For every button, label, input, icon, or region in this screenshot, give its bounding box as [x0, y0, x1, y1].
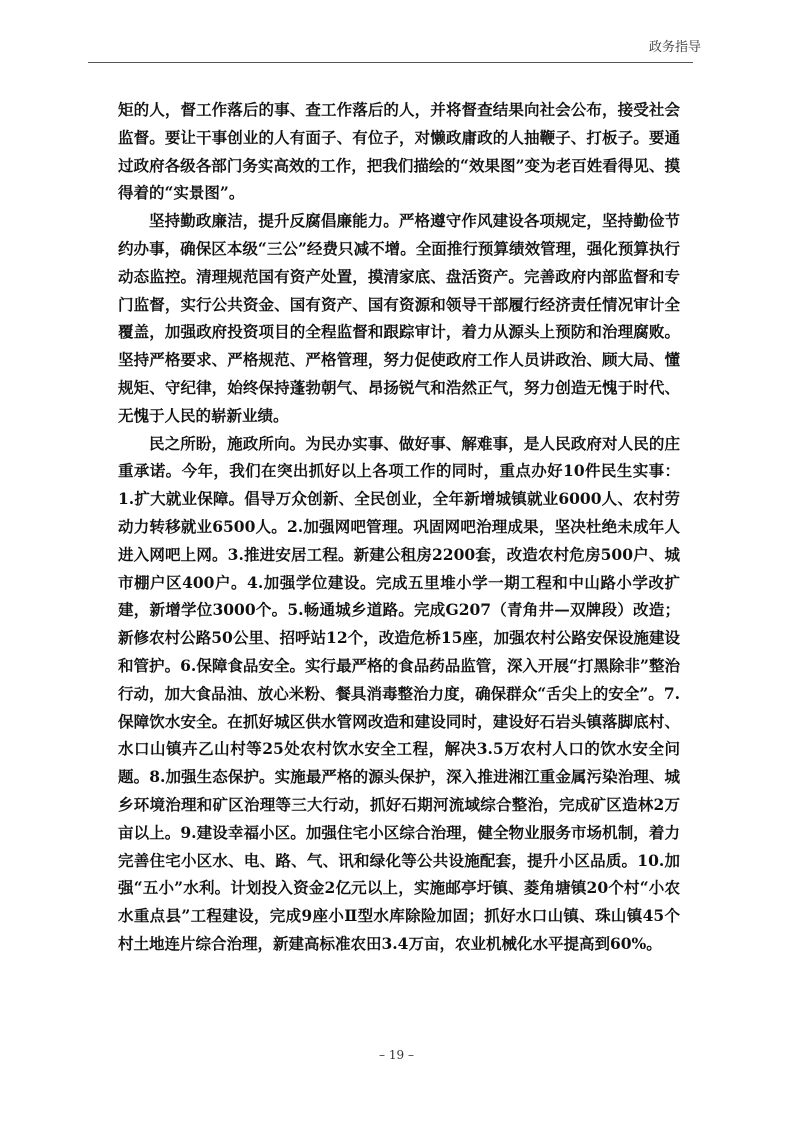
page-number: – 19 – [379, 1048, 414, 1062]
header-divider [88, 62, 693, 63]
paragraph-continuation: 矩的人，督工作落后的事、查工作落后的人，并将督查结果向社会公布，接受社会监督。要让干事创业的人有面子、有位子，对懒政庸政的人抽鞭子、打板子。要通过政府各级各部门务实高效的工作，把我们描绘的“效果图”变为老百姓看得见、摸得着的“实景图”。 [118, 100, 680, 203]
running-header-title: 政务指导 [648, 40, 701, 55]
document-body [118, 96, 680, 958]
paragraph-anticorruption: 坚持勤政廉洁，提升反腐倡廉能力。严格遵守作风建设各项规定，坚持勤俭节约办事，确保区本级“三公”经费只减不增。全面推行预算绩效管理，强化预算执行动态监控。清理规范国有资产处置，摸清家底、盘活资产。完善政府内部监督和专门监督，实行公共资金、国有资产、国有资源和领导干部履行经济责任情况审计全覆盖，加强政府投资项目的全程监督和跟踪审计，着力从源头上预防和治理腐败。坚持严格要求、严格规范、严格管理，努力促使政府工作人员讲政治、顾大局、懂规矩、守纪律，始终保持蓬勃朝气、昂扬锐气和浩然正气，努力创造无愧于时代、无愧于人民的崭新业绩。 [118, 211, 680, 425]
paragraph-livelihood-projects: 民之所盼，施政所向。为民办实事、做好事、解难事，是人民政府对人民的庄重承诺。今年，我们在突出抓好以上各项工作的同时，重点办好10件民生实事：1.扩大就业保障。倡导万众创新、全民创业，全年新增城镇就业6000人、农村劳动力转移就业6500人。2.加强网吧管理。巩固网吧治理成果，坚决杜绝未成年人进入网吧上网。3.推进安居工程。新建公租房2200套，改造农村危房500户、城市棚户区400户。4.加强学位建设。完成五里堆小学一期工程和中山路小学改扩建，新增学位3000个。5.畅通城乡道路。完成G207（青角井—双牌段）改造；新修农村公路50公里、招呼站12个，改造危桥15座，加强农村公路安保设施建设和管护。6.保障食品安全。实行最严格的食品药品监管，深入开展“打黑除非”整治行动，加大食品油、放心米粉、餐具消毒整治力度，确保群众“舌尖上的安全”。7.保障饮水安全。在抓好城区供水管网改造和建设同时，建设好石岩头镇落脚底村、水口山镇卉乙山村等25处农村饮水安全工程，解决3.5万农村人口的饮水安全问题。8.加强生态保护。实施最严格的源头保护，深入推进湘江重金属污染治理、城乡环境治理和矿区治理等三大行动，抓好石期河流域综合整治，完成矿区造林2万亩以上。9.建设幸福小区。加强住宅小区综合治理，健全物业服务市场机制，着力完善住宅小区水、电、路、气、讯和绿化等公共设施配套，提升小区品质。10.加强“五小”水利。计划投入资金2亿元以上，实施邮亭圩镇、菱角塘镇20个村“小农水重点县”工程建设，完成9座小Ⅱ型水库除险加固；抓好水口山镇、珠山镇45个村土地连片综合治理，新建高标准农田3.4万亩，农业机械化水平提高到60%。 [118, 433, 680, 953]
